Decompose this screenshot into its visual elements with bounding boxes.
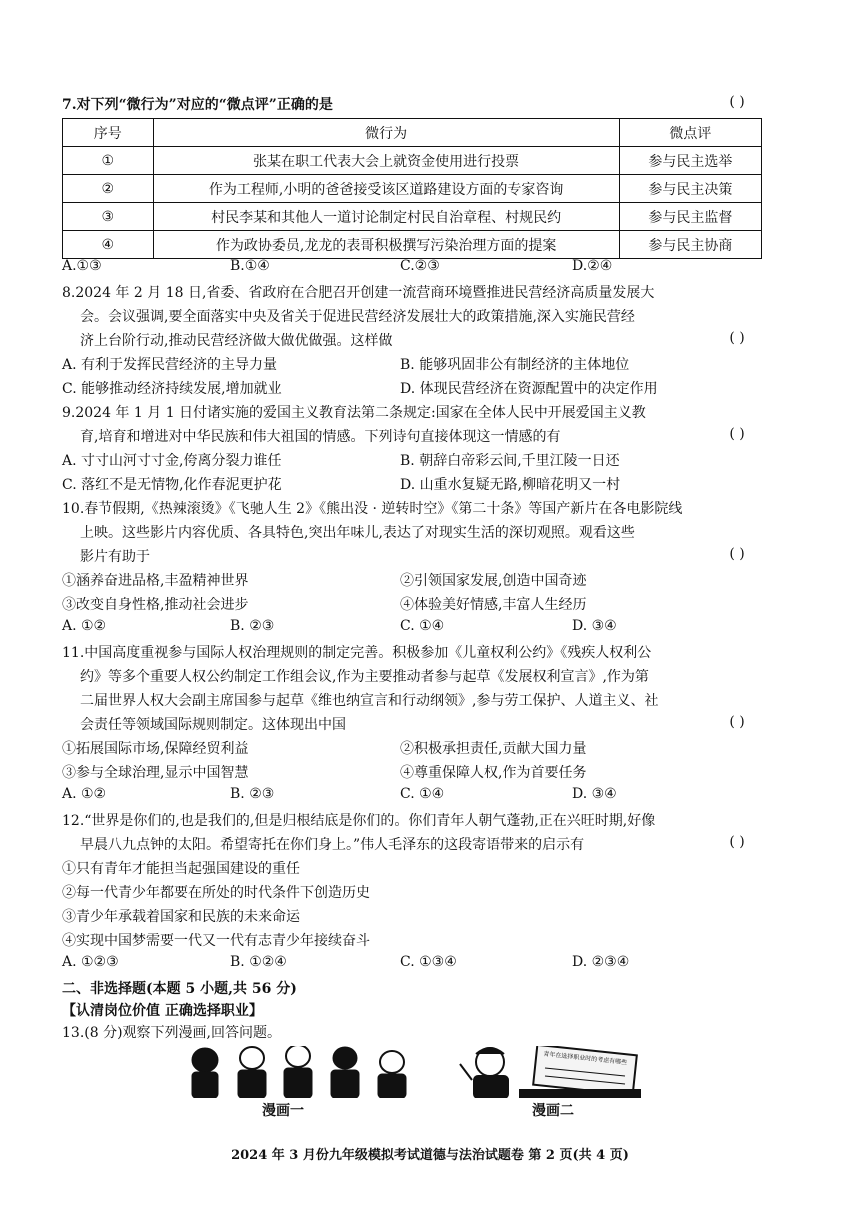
comic-one-caption: 漫画一 bbox=[262, 1103, 304, 1119]
header-behavior: 微行为 bbox=[153, 119, 619, 147]
q8-option-b[interactable]: B. 能够巩固非公有制经济的主体地位 bbox=[400, 357, 630, 373]
q12-item-4: ④实现中国梦需要一代又一代有志青少年接续奋斗 bbox=[62, 933, 370, 949]
figure-head-1 bbox=[192, 1048, 218, 1072]
figure-body-3 bbox=[284, 1068, 312, 1098]
q11-item-3: ③参与全球治理,显示中国智慧 bbox=[62, 765, 249, 781]
q7-option-b[interactable]: B.①④ bbox=[230, 258, 270, 274]
figure-head-5 bbox=[380, 1051, 404, 1073]
table-row bbox=[63, 203, 762, 231]
q12-line-1: 12.“世界是你们的,也是我们的,但是归根结底是你们的。你们青年人朝气蓬勃,正在兴旺时期,好像 bbox=[62, 813, 656, 829]
q8-option-a[interactable]: A. 有利于发挥民营经济的主导力量 bbox=[62, 357, 278, 373]
figure-head-2 bbox=[240, 1047, 264, 1069]
q9-option-a[interactable]: A. 寸寸山河寸寸金,侉离分裂力谁任 bbox=[62, 453, 282, 469]
q8-line-2: 会。会议强调,要全面落实中央及省关于促进民营经济发展壮大的政策措施,深入实施民营经 bbox=[80, 309, 635, 325]
q9-option-c[interactable]: C. 落红不是无情物,化作春泥更护花 bbox=[62, 477, 282, 493]
q8-line-3: 济上台阶行动,推动民营经济做大做优做强。这样做 bbox=[80, 333, 393, 349]
figure-body-4 bbox=[331, 1070, 359, 1098]
page-footer: 2024 年 3 月份九年级模拟考试道德与法治试题卷 第 2 页(共 4 页) bbox=[231, 1148, 629, 1163]
q10-item-1: ①涵养奋进品格,丰盈精神世界 bbox=[62, 573, 249, 589]
q8-option-d[interactable]: D. 体现民营经济在资源配置中的决定作用 bbox=[400, 381, 658, 397]
q9-line-1: 9.2024 年 1 月 1 日付诸实施的爱国主义教育法第二条规定:国家在全体人民中开展爱国主义教 bbox=[62, 405, 646, 421]
table-row bbox=[63, 175, 762, 203]
row-behavior: 村民李某和其他人一道讨论制定村民自治章程、村规民约 bbox=[153, 203, 619, 231]
comic-two-illustration bbox=[450, 1046, 650, 1098]
figure-body-1 bbox=[192, 1072, 218, 1098]
row-behavior: 作为工程师,小明的爸爸接受该区道路建设方面的专家咨询 bbox=[153, 175, 619, 203]
section-heading: 二、非选择题(本题 5 小题,共 56 分) bbox=[62, 981, 297, 997]
q11-option-d[interactable]: D. ③④ bbox=[572, 786, 617, 802]
q12-item-1: ①只有青年才能担当起强国建设的重任 bbox=[62, 861, 300, 877]
row-comment: 参与民主协商 bbox=[619, 231, 761, 259]
q11-option-b[interactable]: B. ②③ bbox=[230, 786, 275, 802]
q12-option-a[interactable]: A. ①②③ bbox=[62, 954, 119, 970]
q8-answer-paren: ( ) bbox=[729, 330, 745, 346]
q11-line-3: 二届世界人权大会副主席国参与起草《维也纳宣言和行动纲领》,参与劳工保护、人道主义、社 bbox=[80, 693, 659, 709]
q10-answer-paren: ( ) bbox=[729, 546, 745, 562]
figure-body-2 bbox=[238, 1070, 266, 1098]
q7-option-d[interactable]: D.②④ bbox=[572, 258, 613, 274]
row-comment: 参与民主选举 bbox=[619, 147, 761, 175]
q10-option-c[interactable]: C. ①④ bbox=[400, 618, 445, 634]
q13-stem: 13.(8 分)观察下列漫画,回答问题。 bbox=[62, 1025, 281, 1041]
q12-option-c[interactable]: C. ①③④ bbox=[400, 954, 457, 970]
q11-option-a[interactable]: A. ①② bbox=[62, 786, 107, 802]
q8-line-1: 8.2024 年 2 月 18 日,省委、省政府在合肥召开创建一流营商环境暨推进民营经济高质量发展大 bbox=[62, 285, 655, 301]
table-header-row bbox=[63, 119, 762, 147]
q8-option-c[interactable]: C. 能够推动经济持续发展,增加就业 bbox=[62, 381, 282, 397]
q11-item-2: ②积极承担责任,贡献大国力量 bbox=[400, 741, 587, 757]
header-comment: 微点评 bbox=[619, 119, 761, 147]
comic-one-illustration bbox=[180, 1046, 420, 1098]
q11-line-4: 会责任等领域国际规则制定。这体现出中国 bbox=[80, 717, 346, 733]
q12-option-d[interactable]: D. ②③④ bbox=[572, 954, 630, 970]
desk bbox=[520, 1090, 640, 1098]
row-index: ② bbox=[63, 175, 154, 203]
q12-item-3: ③青少年承载着国家和民族的未来命运 bbox=[62, 909, 300, 925]
q10-line-3: 影片有助于 bbox=[80, 549, 150, 565]
row-index: ③ bbox=[63, 203, 154, 231]
q7-option-c[interactable]: C.②③ bbox=[400, 258, 440, 274]
table-row bbox=[63, 231, 762, 259]
writer-hair bbox=[476, 1048, 504, 1054]
row-index: ④ bbox=[63, 231, 154, 259]
figure-body-5 bbox=[378, 1074, 406, 1098]
q7-option-a[interactable]: A.①③ bbox=[62, 258, 102, 274]
q9-option-b[interactable]: B. 朝辞白帝彩云间,千里江陵一日还 bbox=[400, 453, 620, 469]
q12-item-2: ②每一代青少年都要在所处的时代条件下创造历史 bbox=[62, 885, 370, 901]
q10-item-2: ②引领国家发展,创造中国奇迹 bbox=[400, 573, 587, 589]
row-behavior: 作为政协委员,龙龙的表哥积极撰写污染治理方面的提案 bbox=[153, 231, 619, 259]
q12-answer-paren: ( ) bbox=[729, 834, 745, 850]
figure-head-3 bbox=[286, 1046, 310, 1067]
header-index: 序号 bbox=[63, 119, 154, 147]
row-index: ① bbox=[63, 147, 154, 175]
q11-item-1: ①拓展国际市场,保障经贸利益 bbox=[62, 741, 249, 757]
q7-table bbox=[62, 118, 762, 259]
q10-item-4: ④体验美好情感,丰富人生经历 bbox=[400, 597, 587, 613]
q11-answer-paren: ( ) bbox=[729, 714, 745, 730]
q10-option-d[interactable]: D. ③④ bbox=[572, 618, 617, 634]
row-comment: 参与民主决策 bbox=[619, 175, 761, 203]
q11-line-1: 11.中国高度重视参与国际人权治理规则的制定完善。积极参加《儿童权利公约》《残疾人权利公 bbox=[62, 645, 652, 661]
row-comment: 参与民主监督 bbox=[619, 203, 761, 231]
q7-stem: 7.对下列“微行为”对应的“微点评”正确的是 bbox=[62, 97, 333, 113]
q10-option-b[interactable]: B. ②③ bbox=[230, 618, 275, 634]
q12-option-b[interactable]: B. ①②④ bbox=[230, 954, 287, 970]
q12-line-2: 早晨八九点钟的太阳。希望寄托在你们身上。”伟人毛泽东的这段寄语带来的启示有 bbox=[80, 837, 585, 853]
table-row bbox=[63, 147, 762, 175]
q10-option-a[interactable]: A. ①② bbox=[62, 618, 107, 634]
q9-answer-paren: ( ) bbox=[729, 426, 745, 442]
comic-two-caption: 漫画二 bbox=[532, 1103, 574, 1119]
quill-pen bbox=[460, 1064, 472, 1080]
q9-line-2: 育,培育和增进对中华民族和伟大祖国的情感。下列诗句直接体现这一情感的有 bbox=[80, 429, 561, 445]
paper-title: 青年在选择职业时的考虑有哪些 bbox=[543, 1050, 628, 1067]
q11-option-c[interactable]: C. ①④ bbox=[400, 786, 445, 802]
row-behavior: 张某在职工代表大会上就资金使用进行投票 bbox=[153, 147, 619, 175]
q10-item-3: ③改变自身性格,推动社会进步 bbox=[62, 597, 249, 613]
writer-body bbox=[474, 1076, 508, 1098]
q10-line-2: 上映。这些影片内容优质、各具特色,突出年味儿,表达了对现实生活的深切观照。观看这些 bbox=[80, 525, 635, 541]
q11-line-2: 约》等多个重要人权公约制定工作组会议,作为主要推动者参与起草《发展权利宣言》,作为第 bbox=[80, 669, 649, 685]
q9-option-d[interactable]: D. 山重水复疑无路,柳暗花明又一村 bbox=[400, 477, 621, 493]
section-theme: 【认清岗位价值 正确选择职业】 bbox=[62, 1003, 263, 1019]
q10-line-1: 10.春节假期,《热辣滚烫》《飞驰人生 2》《熊出没 · 逆转时空》《第二十条》等国产新片在各电影院线 bbox=[62, 501, 683, 517]
q7-answer-paren: ( ) bbox=[729, 94, 745, 110]
figure-head-4 bbox=[333, 1047, 357, 1069]
q11-item-4: ④尊重保障人权,作为首要任务 bbox=[400, 765, 587, 781]
